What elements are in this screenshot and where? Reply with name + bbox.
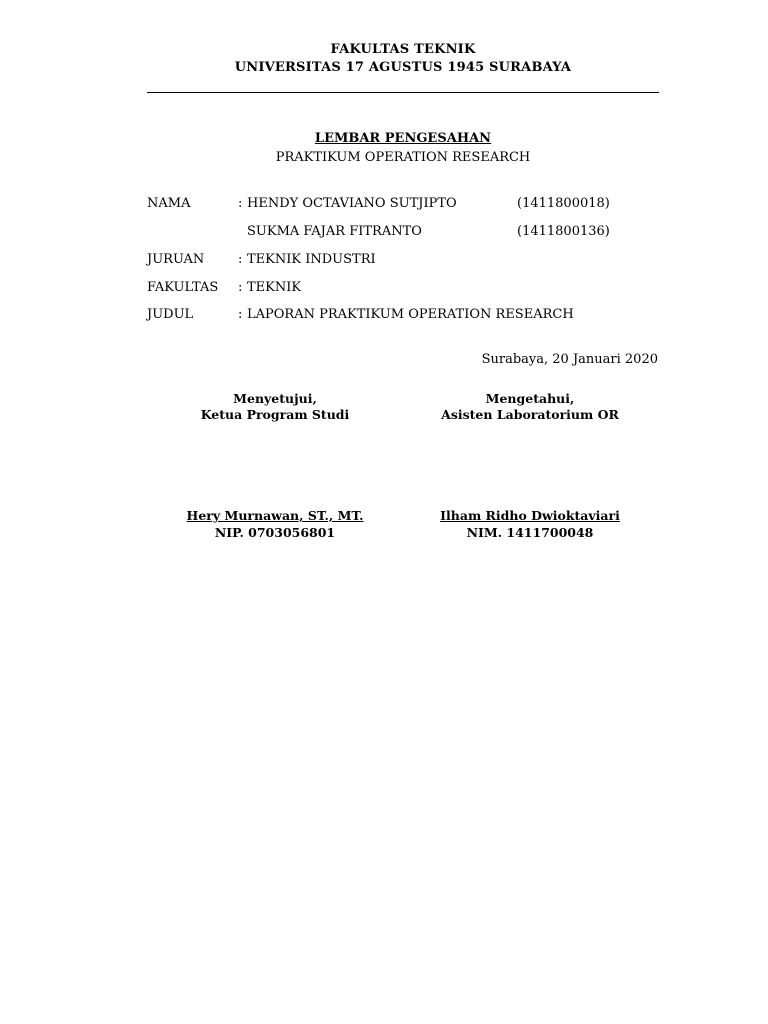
document-subtitle: PRAKTIKUM OPERATION RESEARCH [275, 150, 531, 165]
field-colon: : [238, 252, 243, 267]
field-label: NAMA [147, 196, 191, 211]
field-colon: : [238, 280, 243, 295]
field-value: SUKMA FAJAR FITRANTO [247, 224, 422, 239]
field-colon: : [238, 196, 243, 211]
field-label: JUDUL [147, 307, 194, 322]
right-approval-role: Asisten Laboratorium OR [441, 407, 619, 422]
field-id: (1411800018) [517, 196, 610, 211]
right-signatory-id: NIM. 1411700048 [466, 525, 594, 540]
field-value: TEKNIK INDUSTRI [247, 252, 376, 267]
field-label: JURUAN [147, 252, 205, 267]
field-value: TEKNIK [247, 280, 302, 295]
header-divider [147, 92, 659, 93]
field-label: FAKULTAS [147, 280, 219, 295]
left-approval-role: Ketua Program Studi [200, 407, 350, 422]
right-signatory-name: Ilham Ridho Dwioktaviari [440, 508, 620, 523]
field-value: HENDY OCTAVIANO SUTJIPTO [247, 196, 457, 211]
right-approval-line: Mengetahui, [485, 391, 575, 406]
left-approval-line: Menyetujui, [233, 391, 317, 406]
left-signatory-id: NIP. 0703056801 [214, 525, 336, 540]
document-title: LEMBAR PENGESAHAN [314, 131, 492, 146]
faculty-header: FAKULTAS TEKNIK [330, 42, 476, 57]
field-row-jurusan [147, 252, 659, 270]
left-signatory-name: Hery Murnawan, ST., MT. [186, 508, 364, 523]
field-row-nama-2 [147, 224, 659, 242]
field-id: (1411800136) [517, 224, 610, 239]
field-row-fakultas [147, 280, 659, 298]
university-header: UNIVERSITAS 17 AGUSTUS 1945 SURABAYA [234, 60, 572, 75]
field-colon: : [238, 307, 243, 322]
field-row-judul [147, 307, 659, 325]
field-row-nama [147, 196, 659, 214]
field-value: LAPORAN PRAKTIKUM OPERATION RESEARCH [247, 307, 574, 322]
signing-date: Surabaya, 20 Januari 2020 [481, 352, 658, 367]
